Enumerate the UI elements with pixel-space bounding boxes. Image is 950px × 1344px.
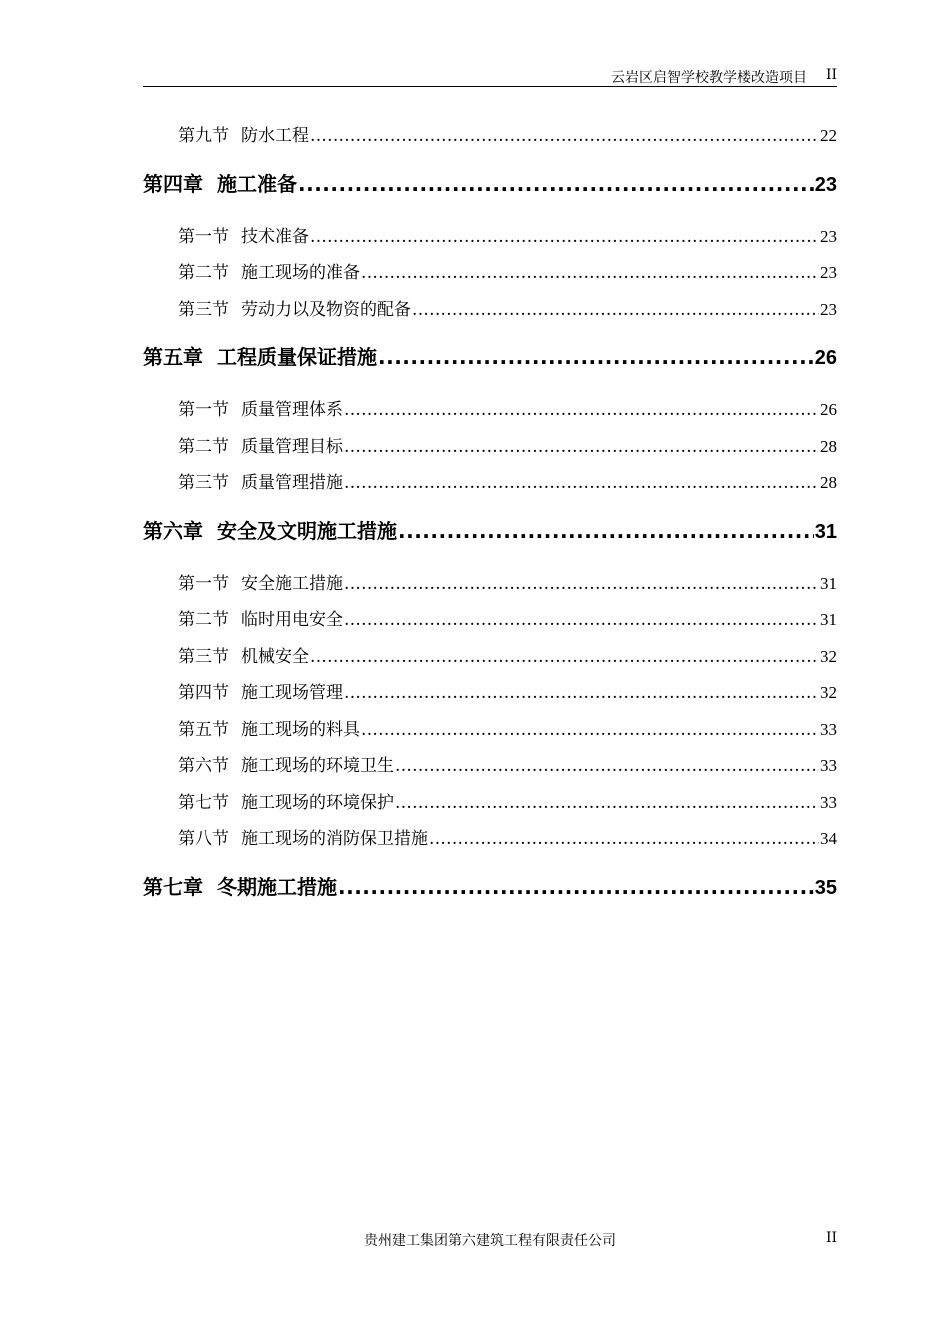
- toc-entry-number: 第六节: [178, 756, 229, 776]
- toc-section-entry[interactable]: [143, 219, 837, 256]
- toc-section-entry[interactable]: [143, 292, 837, 329]
- toc-section-entry[interactable]: [143, 429, 837, 466]
- toc-entry-title: 施工现场的消防保卫措施: [241, 829, 428, 849]
- toc-chapter-entry[interactable]: [143, 159, 837, 209]
- toc-entry-page: 35: [814, 876, 837, 899]
- toc-entry-page: 23: [814, 173, 837, 196]
- dot-leader: [310, 118, 819, 155]
- toc-entry-number: 第四章: [143, 171, 203, 196]
- toc-section-entry[interactable]: [143, 748, 837, 785]
- toc-entry-page: 33: [820, 792, 837, 812]
- toc-entry-title: 临时用电安全: [241, 610, 343, 630]
- toc-entry-page: 31: [814, 520, 837, 543]
- toc-entry-title: 技术准备: [241, 226, 309, 247]
- toc-entry-page: 34: [820, 829, 837, 848]
- toc-entry-page: 23: [820, 299, 837, 319]
- toc-section-entry[interactable]: [143, 602, 837, 639]
- dot-leader: [310, 639, 819, 676]
- page-header: [143, 66, 837, 87]
- toc-entry-title: 施工准备: [217, 171, 297, 196]
- toc-entry-number: 第六章: [143, 518, 203, 543]
- toc-entry-number: 第二节: [178, 263, 229, 283]
- header-page-number: II: [825, 67, 837, 83]
- footer-page-number: II: [825, 1230, 837, 1246]
- toc-entry-number: 第八节: [178, 829, 229, 849]
- toc-entry-title: 安全及文明施工措施: [217, 518, 397, 543]
- toc-section-entry[interactable]: [143, 465, 837, 502]
- footer-company: 贵州建工集团第六建筑工程有限责任公司: [364, 1233, 616, 1249]
- toc-chapter-entry[interactable]: [143, 332, 837, 382]
- dot-leader: [310, 219, 819, 256]
- toc-entry-number: 第三节: [178, 299, 229, 320]
- toc-entry-title: 质量管理体系: [241, 400, 343, 420]
- toc-entry-number: 第九节: [178, 126, 229, 146]
- toc-entry-page: 26: [814, 347, 837, 369]
- dot-leader: [378, 332, 814, 382]
- toc-entry-number: 第七节: [178, 792, 229, 813]
- toc-entry-title: 施工现场的环境保护: [241, 792, 394, 813]
- toc-entry-page: 28: [820, 473, 837, 492]
- dot-leader: [344, 392, 819, 429]
- dot-leader: [344, 465, 819, 502]
- toc-entry-title: 工程质量保证措施: [217, 345, 377, 369]
- toc-entry-number: 第五节: [178, 719, 229, 740]
- toc-entry-page: 23: [820, 263, 837, 282]
- toc-entry-page: 31: [820, 573, 837, 593]
- toc-entry-page: 33: [820, 756, 837, 775]
- toc-section-entry[interactable]: [143, 255, 837, 292]
- dot-leader: [344, 429, 819, 466]
- toc-entry-page: 32: [820, 683, 837, 702]
- toc-entry-number: 第二节: [178, 610, 229, 630]
- dot-leader: [298, 159, 814, 209]
- dot-leader: [412, 292, 819, 329]
- toc-entry-number: 第三节: [178, 473, 229, 493]
- toc-section-entry[interactable]: [143, 392, 837, 429]
- toc-section-entry[interactable]: [143, 639, 837, 676]
- dot-leader: [429, 821, 819, 858]
- toc-entry-number: 第五章: [143, 345, 203, 369]
- toc-entry-title: 质量管理措施: [241, 473, 343, 493]
- toc-entry-number: 第四节: [178, 683, 229, 703]
- toc-entry-page: 31: [820, 610, 837, 629]
- dot-leader: [338, 862, 814, 912]
- toc-entry-number: 第一节: [178, 400, 229, 420]
- toc-entry-page: 32: [820, 646, 837, 666]
- dot-leader: [398, 506, 814, 556]
- toc-entry-title: 机械安全: [241, 646, 309, 667]
- dot-leader: [344, 602, 819, 639]
- toc-section-entry[interactable]: [143, 821, 837, 858]
- toc-section-entry[interactable]: [143, 118, 837, 155]
- toc-entry-number: 第二节: [178, 436, 229, 457]
- toc-entry-title: 施工现场管理: [241, 683, 343, 703]
- toc-entry-page: 26: [820, 400, 837, 419]
- dot-leader: [395, 748, 819, 785]
- toc-entry-page: 28: [820, 436, 837, 456]
- dot-leader: [361, 712, 819, 749]
- toc-section-entry[interactable]: [143, 566, 837, 603]
- toc-entry-number: 第七章: [143, 874, 203, 899]
- toc-entry-number: 第一节: [178, 573, 229, 594]
- table-of-contents: [143, 118, 837, 922]
- toc-entry-title: 冬期施工措施: [217, 874, 337, 899]
- toc-entry-number: 第一节: [178, 226, 229, 247]
- page-footer: [143, 1230, 837, 1250]
- toc-entry-number: 第三节: [178, 646, 229, 667]
- toc-entry-title: 劳动力以及物资的配备: [241, 299, 411, 320]
- toc-entry-title: 施工现场的料具: [241, 719, 360, 740]
- toc-entry-title: 安全施工措施: [241, 573, 343, 594]
- toc-section-entry[interactable]: [143, 712, 837, 749]
- toc-chapter-entry[interactable]: [143, 506, 837, 556]
- toc-entry-title: 施工现场的准备: [241, 263, 360, 283]
- toc-chapter-entry[interactable]: [143, 862, 837, 912]
- toc-entry-page: 22: [820, 126, 837, 145]
- toc-entry-title: 质量管理目标: [241, 436, 343, 457]
- dot-leader: [395, 785, 819, 822]
- toc-entry-page: 23: [820, 226, 837, 246]
- toc-entry-title: 防水工程: [241, 126, 309, 146]
- toc-section-entry[interactable]: [143, 675, 837, 712]
- toc-section-entry[interactable]: [143, 785, 837, 822]
- toc-entry-page: 33: [820, 719, 837, 739]
- toc-entry-title: 施工现场的环境卫生: [241, 756, 394, 776]
- dot-leader: [344, 675, 819, 712]
- dot-leader: [344, 566, 819, 603]
- dot-leader: [361, 255, 819, 292]
- header-title: 云岩区启智学校教学楼改造项目: [611, 70, 807, 86]
